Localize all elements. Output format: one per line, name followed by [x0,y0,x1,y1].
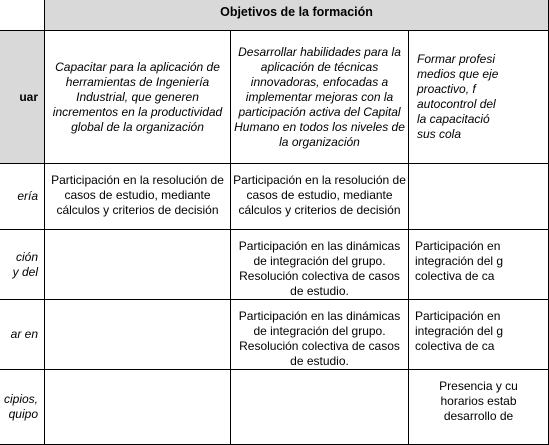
cell-text: Participación en las dinámicas de integración del grupo. Resolución colectiva de casos de estudio. [238,309,401,368]
row-4-label: cipios, quipo [0,370,45,445]
row-1-cell-3 [409,164,549,230]
row-2-cell-3 [409,230,549,300]
cell-text [47,370,228,379]
row-3-cell-2 [231,300,409,370]
cell-text: Participación en integración del g colectiva de ca [415,239,504,283]
row-4-cell-2 [231,370,409,445]
row-4-cell-1 [45,370,231,445]
row-1-label: ería [0,164,45,230]
objective-2: Desarrollar habilidades para la aplicación de técnicas innovadoras, enfocadas a implementar mejoras con la participación activa del Capital Humano en todos los niveles de la organización [231,31,409,164]
cell-text [411,164,546,173]
cell-text [233,370,406,379]
row-1-cell-2 [231,164,409,230]
cell-text: Participación en la resolución de casos de estudio, mediante cálculos y criterios de decisión [51,173,224,217]
top-left-cell [0,0,45,31]
objective-3: Formar profesi medios que eje proactivo, f autocontrol del la capacitació sus cola [409,31,549,164]
row-2-cell-2 [231,230,409,300]
row-3-label: ar en [0,300,45,370]
row-4-cell-3 [409,370,549,445]
row-1-cell-1 [45,164,231,230]
row-3-cell-3 [409,300,549,370]
stub-label: uar [0,31,45,164]
row-2-cell-1 [45,230,231,300]
row-3-cell-1 [45,300,231,370]
cell-text: Participación en integración del g colectiva de ca [415,309,504,353]
objective-1: Capacitar para la aplicación de herramientas de Ingeniería Industrial, que generen incrementos en la productividad global de la organización [45,31,231,164]
cell-text: Presencia y cu horarios estab desarrollo de [439,379,518,423]
cell-text: Participación en la resolución de casos de estudio, mediante cálculos y criterios de decisión [233,173,406,217]
objectives-header: Objetivos de la formación [45,0,549,31]
cell-text [47,300,228,309]
cell-text: Participación en las dinámicas de integración del grupo. Resolución colectiva de casos de estudio. [238,239,401,298]
cell-text [47,230,228,239]
row-2-label: ción y del [0,230,45,300]
